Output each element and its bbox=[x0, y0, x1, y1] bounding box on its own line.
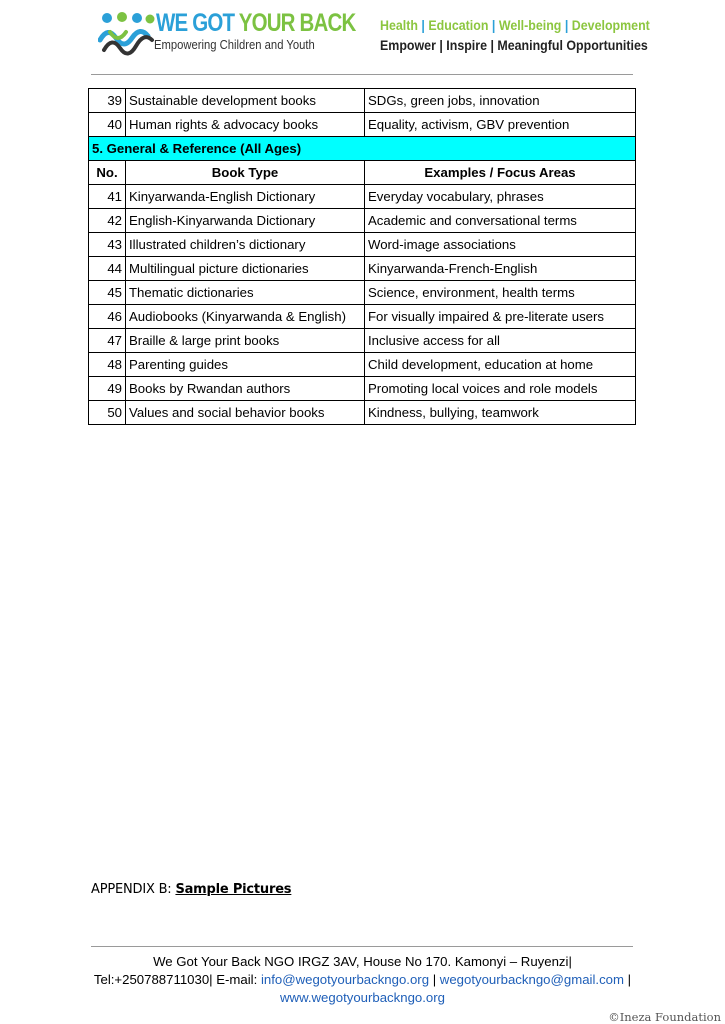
book-type-cell: Parenting guides bbox=[126, 353, 365, 377]
table-header-row bbox=[89, 161, 636, 185]
examples-cell: Academic and conversational terms bbox=[365, 209, 636, 233]
examples-cell: Child development, education at home bbox=[365, 353, 636, 377]
table-row bbox=[89, 257, 636, 281]
header-tagline-focus-areas bbox=[380, 18, 650, 33]
tagline-separator: | bbox=[491, 18, 496, 33]
column-header-examples: Examples / Focus Areas bbox=[365, 161, 636, 185]
book-type-cell: Braille & large print books bbox=[126, 329, 365, 353]
book-type-cell: Kinyarwanda-English Dictionary bbox=[126, 185, 365, 209]
people-logo-icon bbox=[98, 10, 156, 56]
row-number: 44 bbox=[89, 257, 126, 281]
row-number: 50 bbox=[89, 401, 126, 425]
examples-cell: Science, environment, health terms bbox=[365, 281, 636, 305]
table-row bbox=[89, 113, 636, 137]
examples-cell: Promoting local voices and role models bbox=[365, 377, 636, 401]
row-number: 47 bbox=[89, 329, 126, 353]
table-row bbox=[89, 305, 636, 329]
tagline-item: Education bbox=[428, 18, 489, 33]
examples-cell: For visually impaired & pre-literate users bbox=[365, 305, 636, 329]
table-row bbox=[89, 329, 636, 353]
appendix-prefix: APPENDIX B: bbox=[91, 882, 176, 897]
row-number: 41 bbox=[89, 185, 126, 209]
tagline-item: Well-being bbox=[498, 18, 562, 33]
footer-contact-line bbox=[80, 971, 645, 989]
email-link-gmail[interactable]: wegotyourbackngo@gmail.com bbox=[439, 972, 624, 987]
examples-cell: Kindness, bullying, teamwork bbox=[365, 401, 636, 425]
header-tagline-mission: Empower | Inspire | Meaningful Opportunities bbox=[380, 38, 648, 53]
table-row bbox=[89, 401, 636, 425]
watermark-credit: ©Ineza Foundation bbox=[608, 1010, 721, 1024]
row-number: 43 bbox=[89, 233, 126, 257]
logo-subtitle: Empowering Children and Youth bbox=[154, 38, 315, 52]
email-link-info[interactable]: info@wegotyourbackngo.org bbox=[260, 972, 430, 987]
row-number: 46 bbox=[89, 305, 126, 329]
examples-cell: SDGs, green jobs, innovation bbox=[365, 89, 636, 113]
table-row bbox=[89, 281, 636, 305]
book-type-cell: Books by Rwandan authors bbox=[126, 377, 365, 401]
examples-cell: Inclusive access for all bbox=[365, 329, 636, 353]
table-row bbox=[89, 209, 636, 233]
row-number: 40 bbox=[89, 113, 126, 137]
column-header-book-type: Book Type bbox=[126, 161, 365, 185]
table-row bbox=[89, 353, 636, 377]
row-number: 48 bbox=[89, 353, 126, 377]
column-header-no: No. bbox=[89, 161, 126, 185]
book-type-cell: Human rights & advocacy books bbox=[126, 113, 365, 137]
header-divider bbox=[91, 74, 633, 75]
organization-logo bbox=[98, 8, 356, 58]
section-heading-row bbox=[89, 137, 636, 161]
row-number: 39 bbox=[89, 89, 126, 113]
footer-separator: | bbox=[429, 972, 440, 987]
table-row bbox=[89, 89, 636, 113]
footer-website-line bbox=[80, 989, 645, 1007]
logo-title: WE GOT YOUR BACK bbox=[156, 9, 356, 37]
book-type-cell: Multilingual picture dictionaries bbox=[126, 257, 365, 281]
examples-cell: Kinyarwanda-French-English bbox=[365, 257, 636, 281]
book-type-cell: Illustrated children’s dictionary bbox=[126, 233, 365, 257]
tagline-separator: | bbox=[564, 18, 569, 33]
row-number: 49 bbox=[89, 377, 126, 401]
footer-divider bbox=[91, 946, 633, 947]
footer-trailing-separator: | bbox=[623, 972, 632, 987]
tagline-item: Development bbox=[571, 18, 650, 33]
table-row bbox=[89, 377, 636, 401]
examples-cell: Word-image associations bbox=[365, 233, 636, 257]
book-type-cell: Thematic dictionaries bbox=[126, 281, 365, 305]
row-number: 45 bbox=[89, 281, 126, 305]
table-row bbox=[89, 185, 636, 209]
book-type-cell: English-Kinyarwanda Dictionary bbox=[126, 209, 365, 233]
tagline-item: Health bbox=[380, 18, 418, 33]
footer-phone: Tel:+250788711030| E-mail: bbox=[93, 972, 261, 987]
footer-address: We Got Your Back NGO IRGZ 3AV, House No 170. Kamonyi – Ruyenzi| bbox=[153, 954, 572, 969]
book-type-cell: Audiobooks (Kinyarwanda & English) bbox=[126, 305, 365, 329]
book-list-table bbox=[88, 88, 636, 425]
row-number: 42 bbox=[89, 209, 126, 233]
appendix-heading bbox=[91, 882, 291, 897]
table-row bbox=[89, 233, 636, 257]
book-type-cell: Sustainable development books bbox=[126, 89, 365, 113]
examples-cell: Everyday vocabulary, phrases bbox=[365, 185, 636, 209]
examples-cell: Equality, activism, GBV prevention bbox=[365, 113, 636, 137]
section-title: 5. General & Reference (All Ages) bbox=[89, 137, 636, 161]
website-link[interactable]: www.wegotyourbackngo.org bbox=[280, 990, 445, 1005]
appendix-title: Sample Pictures bbox=[175, 882, 292, 897]
book-type-cell: Values and social behavior books bbox=[126, 401, 365, 425]
tagline-separator: | bbox=[421, 18, 425, 33]
